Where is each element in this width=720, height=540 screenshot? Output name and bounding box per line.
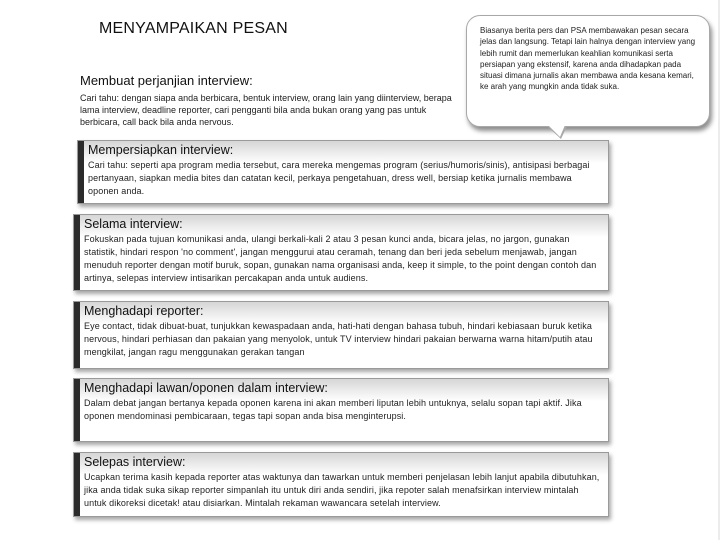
section-mempersiapkan: [77, 140, 609, 204]
section-heading: Mempersiapkan interview:: [88, 143, 234, 157]
section-selepas-interview: [73, 452, 609, 517]
slide-title: MENYAMPAIKAN PESAN: [99, 20, 288, 37]
section-membuat-perjanjian: [80, 73, 460, 128]
section-body: Cari tahu: seperti apa program media tersebut, cara mereka mengemas program (serius/humoris/sinis), antisipasi berbagai pertanyaan, siapkan media bites dan catatan kecil, perkaya pengetahuan, dress well, bersiap ketika jurnalis membawa oponen anda.: [88, 160, 590, 196]
section-menghadapi-reporter: [73, 301, 609, 369]
section-heading: Menghadapi reporter:: [84, 304, 204, 318]
section-body: Eye contact, tidak dibuat-buat, tunjukkan kewaspadaan anda, hati-hati dengan bahasa tubuh, hindari kebiasaan buruk ketika nervous, hindari perhiasan dan pakaian yang menyolok, untuk TV interview hindari pakaian berwarna warna hitam/putih atau mengkilat, jangan ragu menggunakan gerakan tangan: [84, 321, 593, 357]
section-body: Dalam debat jangan bertanya kepada oponen karena ini akan memberi liputan lebih untuknya, selalu sopan tapi aktif. Jika oponen mendominasi pembicaraan, tegas tapi sopan anda bisa menginterupsi.: [84, 398, 582, 421]
section-body: Ucapkan terima kasih kepada reporter atas waktunya dan tawarkan untuk memberi penjelasan lebih lanjut apabila dibutuhkan, jika anda tidak suka sikap reporter simpanlah itu untuk diri anda sendiri, jika repoter salah menafsirkan interview mintalah untuk dikoreksi dicetak! atau disiarkan. Mintalah rekaman wawancara setelah interview.: [84, 472, 600, 508]
section-heading: Menghadapi lawan/oponen dalam interview:: [84, 381, 328, 395]
section-heading: Membuat perjanjian interview:: [80, 73, 253, 88]
callout-tail-fill: [548, 125, 565, 137]
section-heading: Selepas interview:: [84, 455, 186, 469]
callout-text: Biasanya berita pers dan PSA membawakan pesan secara jelas dan langsung. Tetapi lain halnya dengan interview yang lebih rumit dan memerlukan keahlian komunikasi serta persiapan yang ekstensif, karena anda dihadapkan pada situasi dimana jurnalis akan membawa anda kesana kemari, ke arah yang mungkin anda tidak suka.: [480, 26, 696, 92]
section-selama-interview: [73, 214, 609, 291]
section-heading: Selama interview:: [84, 217, 183, 231]
section-body: Fokuskan pada tujuan komunikasi anda, ulangi berkali-kali 2 atau 3 pesan kunci anda, bicara jelas, no jargon, gunakan statistik, hindari respon 'no comment', jangan menggurui atau ceramah, tenang dan beri jeda sebelum menjawab, jangan menuduh reporter dengan motif buruk, sopan, gunakan nama organisasi anda, keep it simple, to the point dengan contoh dan artinya, selepas interview intisarikan percakapan anda untuk audiens.: [84, 234, 597, 283]
section-body: Cari tahu: dengan siapa anda berbicara, bentuk interview, orang lain yang diinterview, berapa lama interview, deadline reporter, cari pengganti bila anda bukan orang yang pas untuk berbicara, call back bila anda nervous.: [80, 93, 452, 127]
callout-bubble: [466, 15, 710, 127]
section-menghadapi-oponen: [73, 378, 609, 442]
